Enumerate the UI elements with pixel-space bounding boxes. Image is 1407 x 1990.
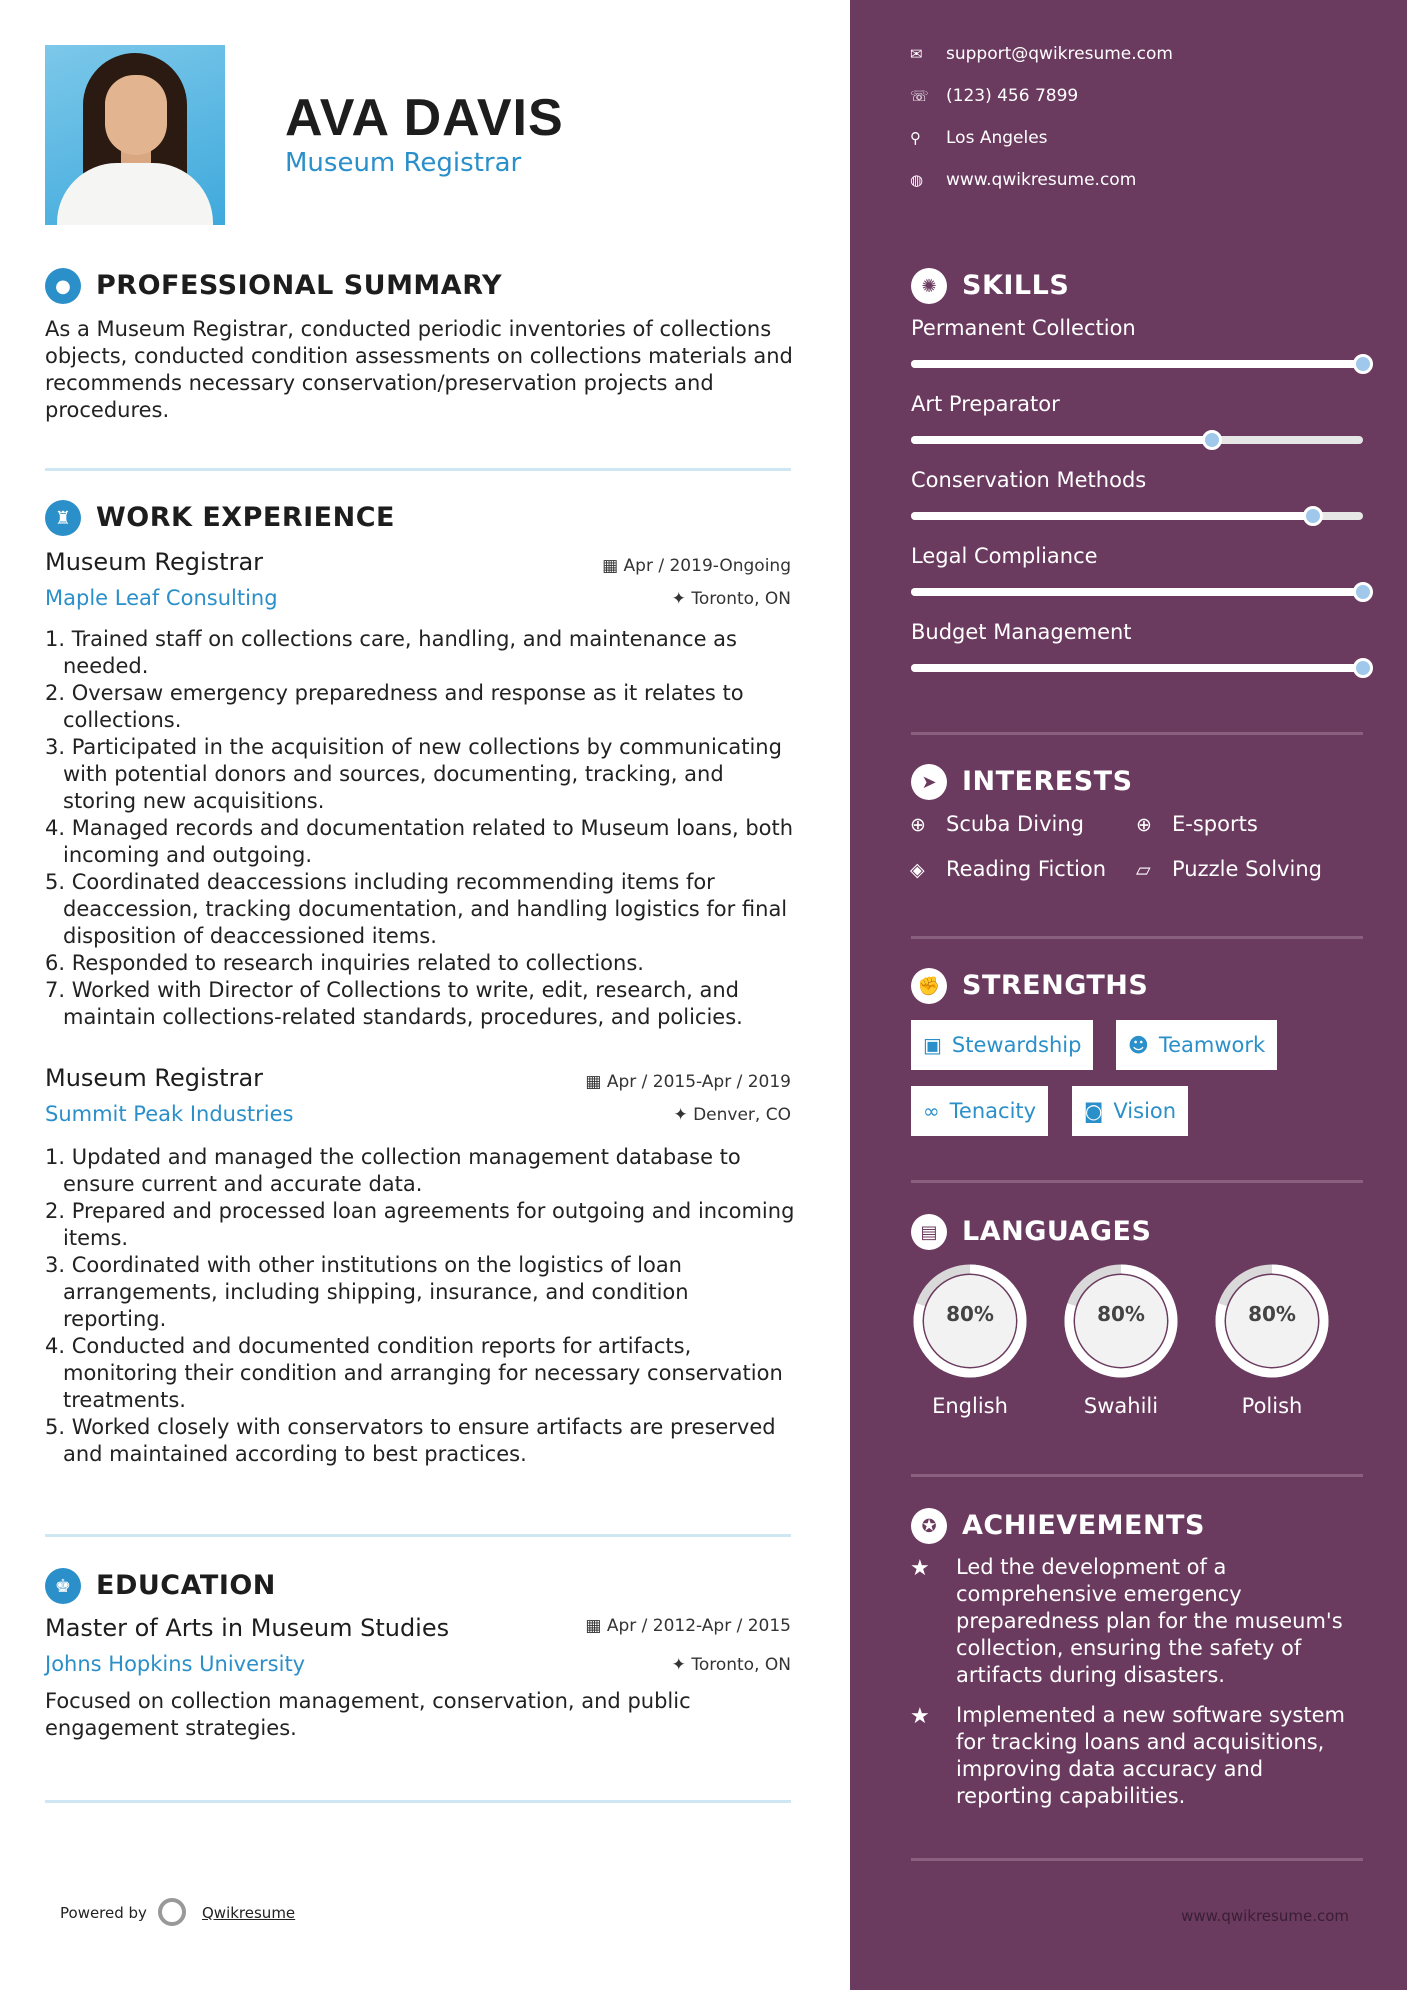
pin-icon: ✦ [671, 589, 692, 609]
achievement-item: Led the development of a comprehensive emergency preparedness plan for the museum's collection, ensuring the safety of artifacts during disasters. [956, 1555, 1343, 1687]
lifebuoy-icon: ⊕ [910, 814, 926, 836]
lifebuoy-icon: ⊕ [1136, 814, 1152, 836]
skill-fill [911, 512, 1313, 520]
interest-item: ⊕ E-sports [1136, 812, 1258, 836]
star-badge-icon: ✪ [911, 1508, 947, 1544]
book-icon: ▱ [1136, 859, 1151, 881]
lightbulb-icon: ✺ [911, 268, 947, 304]
skill-label: Art Preparator [911, 392, 1060, 416]
language-percent: 80% [946, 1302, 994, 1326]
skill-label: Permanent Collection [911, 316, 1136, 340]
strength-badge: ◙ Vision [1072, 1086, 1188, 1136]
list-item: 1. Trained staff on collections care, handling, and maintenance as needed. [45, 627, 737, 678]
interests-title: INTERESTS [962, 766, 1133, 797]
list-item: 6. Responded to research inquiries related to collections. [45, 951, 644, 975]
language-ring [1060, 1260, 1182, 1382]
language-icon: ▤ [911, 1214, 947, 1250]
skill-label: Budget Management [911, 620, 1132, 644]
star-icon: ★ [910, 1556, 930, 1581]
job-company: Maple Leaf Consulting [45, 586, 278, 610]
users-icon: ☻ [1128, 1033, 1149, 1057]
pin-icon: ✦ [671, 1655, 692, 1675]
interest-item: ▱ Puzzle Solving [1136, 857, 1322, 881]
languages-title: LANGUAGES [962, 1216, 1152, 1247]
list-item: 7. Worked with Director of Collections to write, edit, research, and maintain collections-related standards, procedures, and policies. [45, 978, 743, 1029]
list-item: 4. Conducted and documented condition reports for artifacts, monitoring their condition and arranging for necessary conservation treatments. [45, 1334, 783, 1412]
job-title: Museum Registrar [45, 1064, 264, 1092]
divider [911, 1180, 1363, 1183]
language-percent: 80% [1097, 1302, 1145, 1326]
job-duties [45, 626, 795, 1031]
location-icon: ⚲ [910, 129, 921, 147]
chair-icon: ♜ [45, 500, 81, 536]
language-ring [1211, 1260, 1333, 1382]
list-item: 5. Worked closely with conservators to ensure artifacts are preserved and maintained according to best practices. [45, 1415, 776, 1466]
job-date: ▦ Apr / 2015-Apr / 2019 [585, 1072, 791, 1092]
summary-text: As a Museum Registrar, conducted periodic inventories of collections objects, conducted condition assessments on collections materials and recommends necessary conservation/preservation projects and procedures. [45, 317, 793, 422]
skill-knob [1303, 506, 1323, 526]
skill-fill [911, 436, 1212, 444]
education-title: EDUCATION [96, 1570, 276, 1601]
skill-fill [911, 664, 1363, 672]
skill-slider [911, 360, 1363, 368]
envelope-icon: ✉ [910, 45, 923, 63]
calendar-icon: ▦ [585, 1616, 607, 1636]
candidate-name: AVA DAVIS [285, 89, 564, 147]
list-item: 5. Coordinated deaccessions including recommending items for deaccession, tracking documentation, and handling logistics for final disposition of deaccessioned items. [45, 870, 788, 948]
divider [911, 732, 1363, 735]
user-icon: ● [45, 268, 81, 304]
achievements-title: ACHIEVEMENTS [962, 1510, 1205, 1541]
powered-by-label: Powered by [60, 1904, 147, 1922]
contact-phone[interactable]: ☏ (123) 456 7899 [910, 86, 1079, 106]
phone-icon: ☏ [910, 87, 929, 105]
list-item: 4. Managed records and documentation related to Museum loans, both incoming and outgoing. [45, 816, 794, 867]
summary-title: PROFESSIONAL SUMMARY [96, 270, 503, 301]
education-date: ▦ Apr / 2012-Apr / 2015 [585, 1616, 791, 1636]
qwikresume-link[interactable]: Qwikresume [202, 1904, 296, 1922]
skill-slider [911, 512, 1363, 520]
globe-icon: ◍ [910, 171, 924, 189]
contact-email[interactable]: ✉ support@qwikresume.com [910, 44, 1173, 64]
interest-item: ◈ Reading Fiction [910, 857, 1107, 881]
binoculars-icon: ◙ [1084, 1099, 1104, 1123]
profile-photo [45, 45, 225, 225]
calendar-icon: ▦ [602, 556, 624, 576]
strength-badge: ☻ Teamwork [1116, 1020, 1277, 1070]
footer-url[interactable]: www.qwikresume.com [1181, 1907, 1349, 1925]
strengths-title: STRENGTHS [962, 970, 1149, 1001]
list-item: 3. Coordinated with other institutions on the logistics of loan arrangements, including shipping, insurance, and condition reporting. [45, 1253, 689, 1331]
language-name: Swahili [1083, 1394, 1159, 1418]
language-name: English [932, 1394, 1008, 1418]
job-duties [45, 1144, 795, 1468]
job-title: Museum Registrar [45, 548, 264, 576]
list-item: 2. Prepared and processed loan agreements for outgoing and incoming items. [45, 1199, 795, 1250]
paper-plane-icon: ➤ [911, 764, 947, 800]
list-item: 1. Updated and managed the collection management database to ensure current and accurate data. [45, 1145, 741, 1196]
divider [911, 1474, 1363, 1477]
skill-knob [1353, 658, 1373, 678]
education-location: ✦ Toronto, ON [671, 1655, 791, 1675]
divider [45, 1534, 791, 1537]
skill-label: Legal Compliance [911, 544, 1098, 568]
strength-badge: ▣ Stewardship [911, 1020, 1093, 1070]
interest-item: ⊕ Scuba Diving [910, 812, 1084, 836]
list-item: 3. Participated in the acquisition of new collections by communicating with potential donors and sources, documenting, tracking, and storing new acquisitions. [45, 735, 782, 813]
job-location: ✦ Denver, CO [673, 1105, 791, 1125]
divider [45, 1800, 791, 1803]
pin-icon: ✦ [673, 1105, 694, 1125]
achievement-item: Implemented a new software system for tracking loans and acquisitions, improving data accuracy and reporting capabilities. [956, 1703, 1345, 1808]
divider [911, 936, 1363, 939]
skill-fill [911, 360, 1363, 368]
experience-title: WORK EXPERIENCE [96, 502, 395, 533]
divider [911, 1858, 1363, 1861]
contact-website[interactable]: ◍ www.qwikresume.com [910, 170, 1137, 190]
strength-badge: ∞ Tenacity [911, 1086, 1048, 1136]
calendar-icon: ▦ [585, 1072, 607, 1092]
skill-fill [911, 588, 1363, 596]
fist-icon: ✊ [911, 968, 947, 1004]
star-icon: ★ [910, 1704, 930, 1729]
job-date: ▦ Apr / 2019-Ongoing [602, 556, 791, 576]
job-company: Summit Peak Industries [45, 1102, 294, 1126]
language-percent: 80% [1248, 1302, 1296, 1326]
candidate-role: Museum Registrar [285, 148, 522, 178]
skill-knob [1353, 582, 1373, 602]
skill-label: Conservation Methods [911, 468, 1147, 492]
gamepad-icon: ◈ [910, 859, 925, 881]
skill-slider [911, 588, 1363, 596]
qwikresume-logo-icon [158, 1898, 186, 1926]
language-ring [909, 1260, 1031, 1382]
contact-location: ⚲ Los Angeles [910, 128, 1048, 148]
skills-title: SKILLS [962, 270, 1070, 301]
education-text: Focused on collection management, conservation, and public engagement strategies. [45, 1689, 691, 1740]
graduate-icon: ♚ [45, 1568, 81, 1604]
divider [45, 468, 791, 471]
skill-slider [911, 436, 1363, 444]
degree-title: Master of Arts in Museum Studies [45, 1614, 450, 1642]
skill-knob [1353, 354, 1373, 374]
school-name: Johns Hopkins University [45, 1652, 306, 1676]
list-item: 2. Oversaw emergency preparedness and response as it relates to collections. [45, 681, 744, 732]
link-icon: ∞ [923, 1099, 940, 1123]
language-name: Polish [1241, 1394, 1303, 1418]
briefcase-icon: ▣ [923, 1033, 942, 1057]
skill-slider [911, 664, 1363, 672]
job-location: ✦ Toronto, ON [671, 589, 791, 609]
